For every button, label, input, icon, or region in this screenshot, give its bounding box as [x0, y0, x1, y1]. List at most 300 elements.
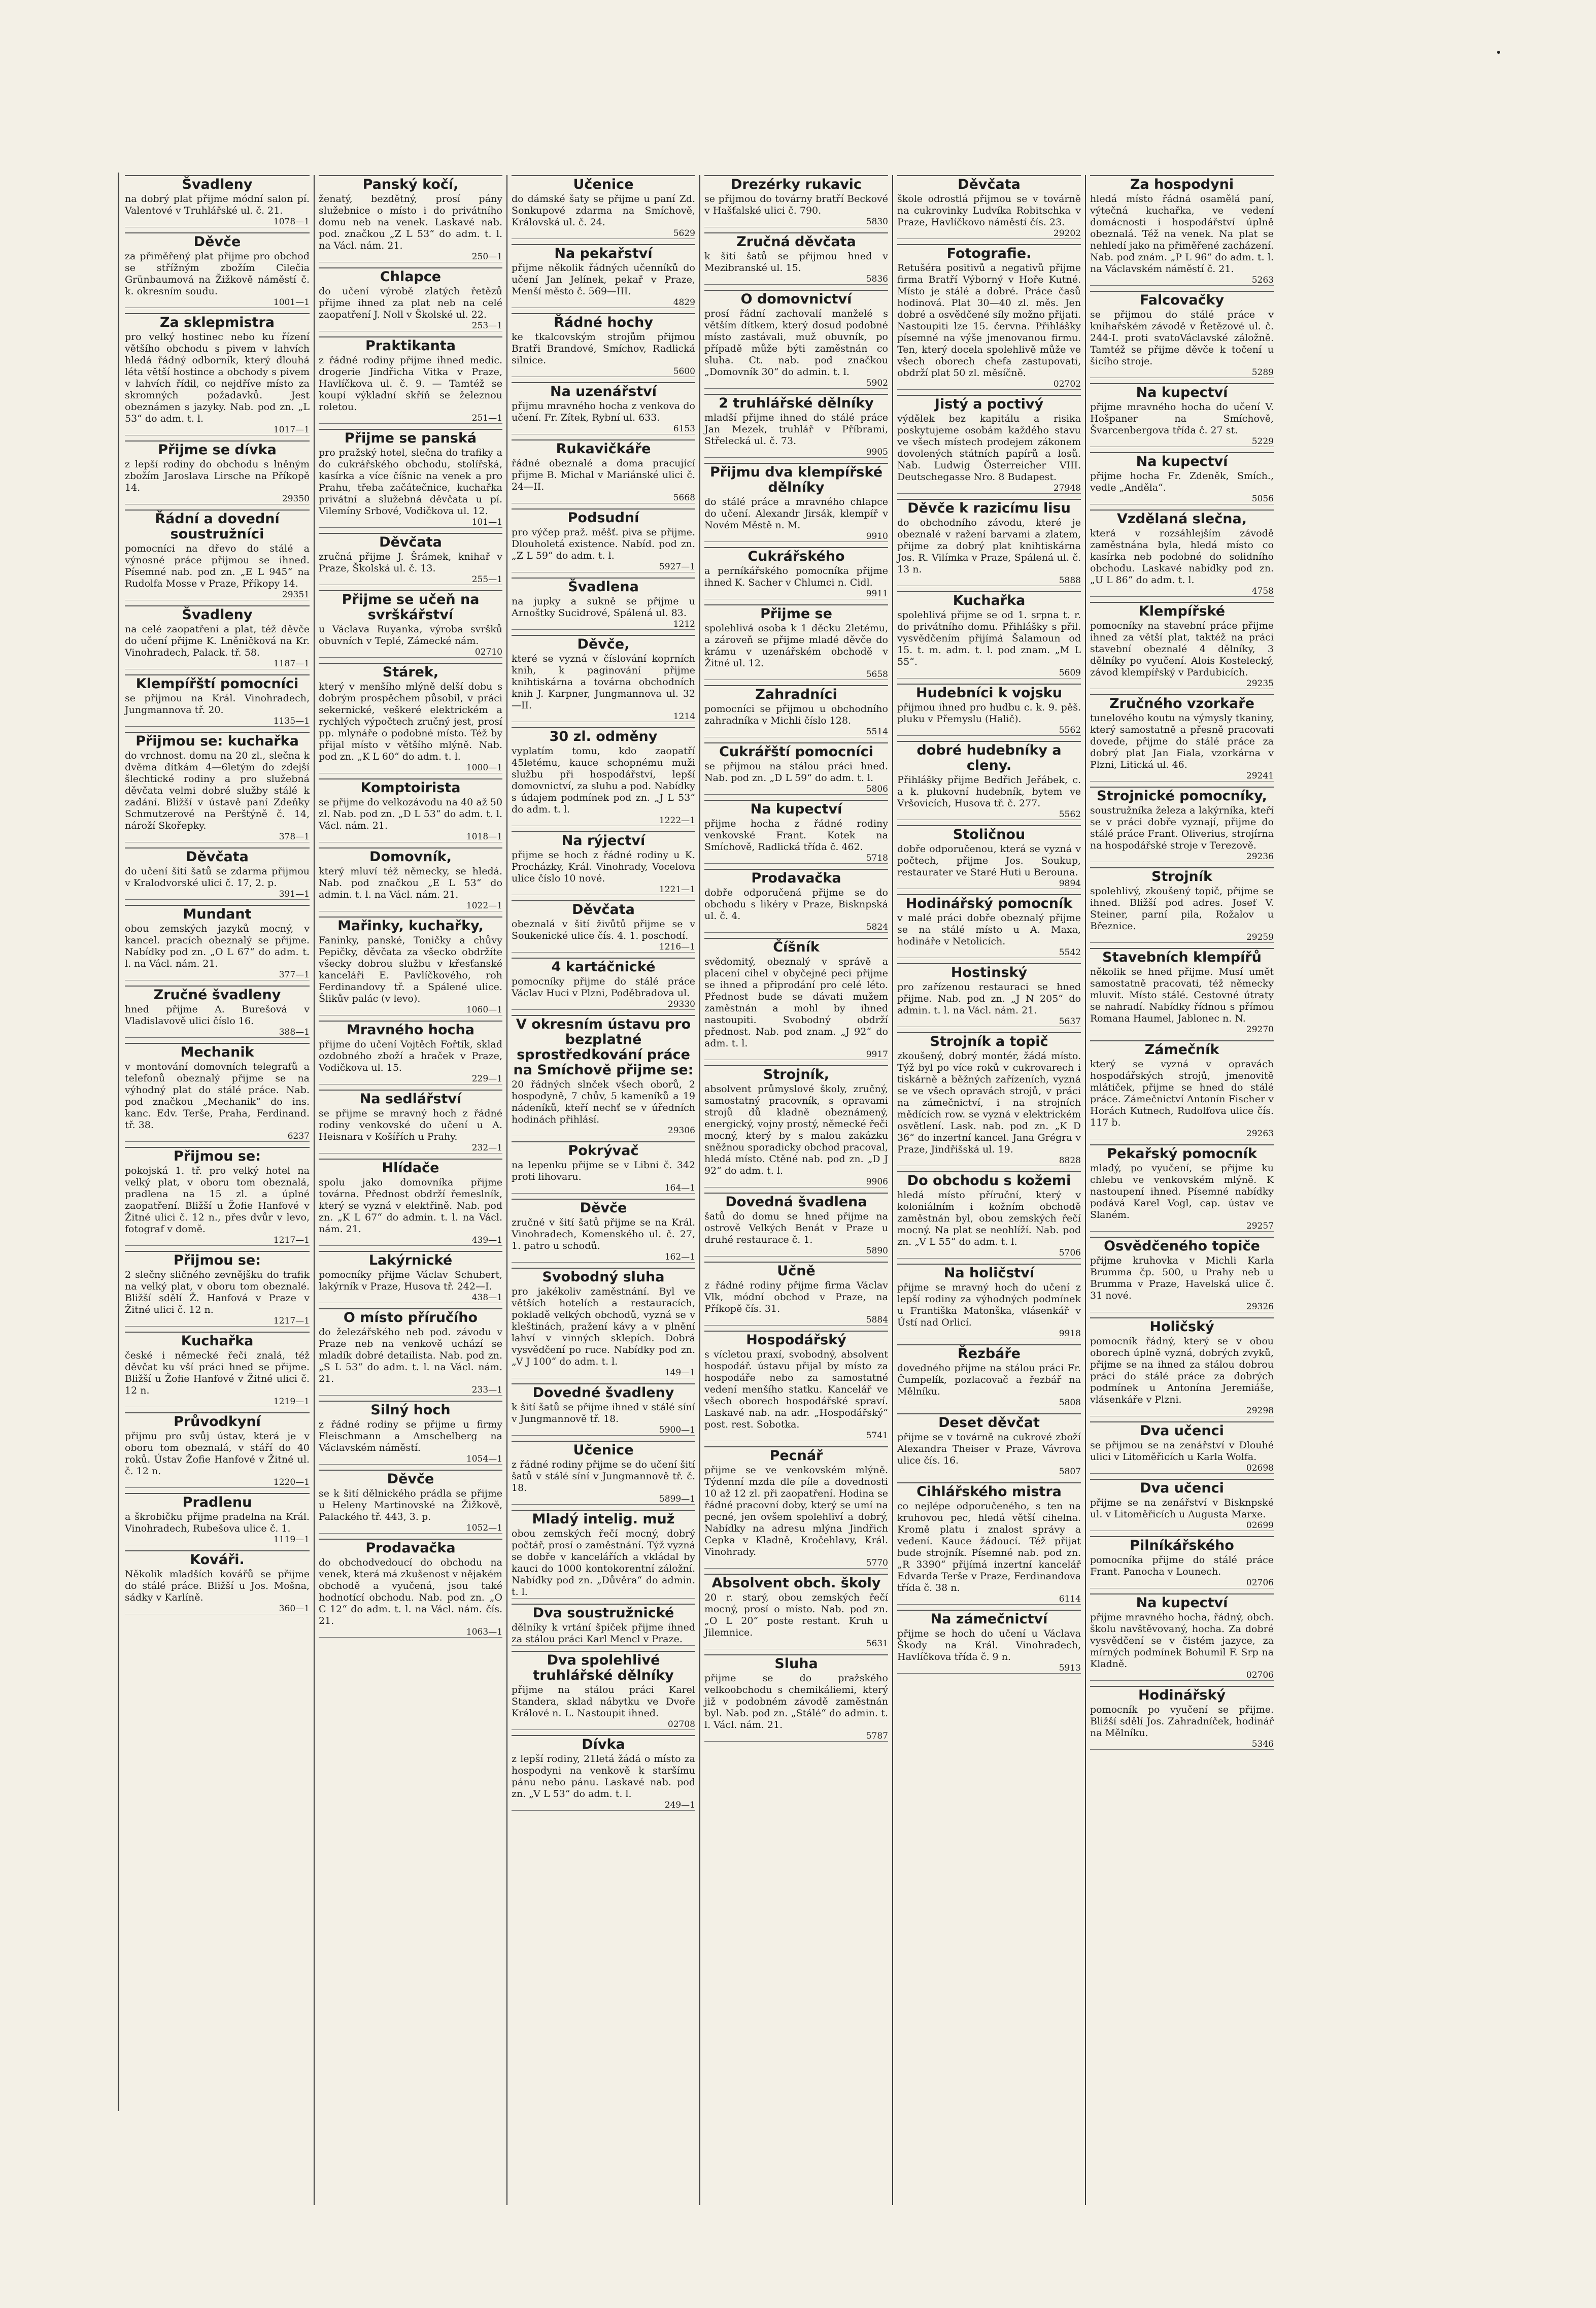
ad-reference-number: 27948 — [897, 483, 1081, 494]
ad-heading: O domovnictví — [704, 290, 888, 308]
classified-ad — [897, 894, 1081, 958]
ad-heading: Švadleny — [125, 175, 310, 193]
classified-ad — [125, 510, 310, 600]
classified-ad — [1090, 510, 1274, 597]
ad-reference-number: 4829 — [512, 297, 695, 308]
ad-reference-number: 251—1 — [319, 413, 502, 424]
ad-text: pro výčep praž. měšť. piva se přijme. Dlouholetá existence. Nabíd. pod zn. „Z L 59“ do adm. t. l. — [512, 527, 695, 561]
ad-heading: Mechanik — [125, 1043, 310, 1061]
ad-text: z řádné rodiny přijme se do učení šití šatů v stálé síní v Jungmannově tř. č. 18. — [512, 1459, 695, 1494]
column-1 — [121, 175, 314, 2205]
ad-reference-number: 9918 — [897, 1329, 1081, 1339]
ad-reference-number: 1217—1 — [125, 1316, 310, 1327]
ad-reference-number: 1000—1 — [319, 763, 502, 773]
classified-ad — [512, 1441, 695, 1505]
classified-ad — [1090, 175, 1274, 286]
ad-heading: Cihlářského mistra — [897, 1482, 1081, 1501]
classified-ad — [125, 1493, 310, 1545]
ad-reference-number: 6153 — [512, 424, 695, 434]
classified-ad — [1090, 694, 1274, 782]
ad-reference-number: 229—1 — [319, 1074, 502, 1084]
ad-heading: Prodavačka — [704, 869, 888, 887]
classified-ad — [512, 1604, 695, 1646]
column-6 — [1085, 175, 1278, 2205]
ad-heading: Na sedlářství — [319, 1090, 502, 1108]
ad-heading: Vzdělaná slečna, — [1090, 510, 1274, 528]
ad-reference-number: 29235 — [1090, 678, 1274, 689]
ad-text: z lepší rodiny do obchodu s lněným zbožím Jaroslava Lirsche na Příkopě 14. — [125, 459, 310, 493]
ad-heading: Na zámečnictví — [897, 1610, 1081, 1628]
ad-text: přijme se do pražského velkoobchodu s chemikáliemi, který již v podobném závodě zaměstnán byl. Nab. pod zn. „Stálé“ do admin. t. l. Václ. nám. 21. — [704, 1673, 888, 1730]
ad-heading: 4 kartáčnické — [512, 958, 695, 976]
ad-reference-number: 5927—1 — [512, 562, 695, 572]
ad-reference-number: 9894 — [897, 878, 1081, 889]
ad-heading: Průvodkyní — [125, 1412, 310, 1431]
ad-text: soustružníka železa a lakýrníka, kteří se v práci dobře vyznají, přijme do stálé práce Frant. Oliverius, strojírna na hospodářské stroje v Terezově. — [1090, 805, 1274, 851]
ad-heading: Kuchařka — [125, 1332, 310, 1350]
ad-reference-number: 5787 — [704, 1731, 888, 1742]
ad-reference-number: 4758 — [1090, 586, 1274, 597]
ad-text: do obchodního závodu, které je obeznalé v ražení barvami a zlatem, přijme za dobrý plat knihtiskárna Jos. R. Vilímka v Praze, Spálená ul. č. 13 n. — [897, 517, 1081, 575]
ad-reference-number: 1063—1 — [319, 1627, 502, 1638]
ad-text: pomocník řádný, který se v obou oborech úplně vyzná, dobrých zvyků, přijme se na ihned za stálou dobrou práci do stálé práce za dobrých podmínek u Antonína Jeremiáše, vlásenkáře v Plzni. — [1090, 1336, 1274, 1405]
ad-reference-number: 5899—1 — [512, 1494, 695, 1505]
ad-heading: Děvče, — [512, 635, 695, 653]
classified-ad — [1090, 948, 1274, 1035]
classified-ad — [897, 1171, 1081, 1259]
ad-text: na jupky a sukně se přijme u Arnoštky Sucidrové, Spálená ul. 83. — [512, 596, 695, 619]
ad-heading: Strojník a topič — [897, 1032, 1081, 1050]
ad-text: 20 řádných slnček všech oborů, 2 hospodyně, 7 chův, 5 kameníků a 19 nádeníků, kteří nechť se v úředních hodinách přihlásí. — [512, 1079, 695, 1125]
classified-ad — [1090, 1686, 1274, 1750]
classified-ad — [512, 831, 695, 895]
ad-reference-number: 9910 — [704, 531, 888, 542]
ad-text: přijmu mravného hocha z venkova do učení. Fr. Zítek, Rybní ul. 633. — [512, 400, 695, 423]
classified-ad — [1090, 1237, 1274, 1312]
classified-ad — [1090, 1421, 1274, 1474]
ad-heading: Prodavačka — [319, 1539, 502, 1557]
ad-text: přijme se na zenářství v Bisknpské ul. v Litoměřicích u Augusta Marxe. — [1090, 1497, 1274, 1520]
ad-heading: Děvče — [319, 1470, 502, 1488]
ad-text: v malé práci dobře obeznalý přijme se na stálé místo u A. Maxa, hodináře v Netolicích. — [897, 912, 1081, 947]
ad-text: přijme se hoch do učení u Václava Škody na Král. Vinohradech, Havlíčkova třída č. 9 n. — [897, 1628, 1081, 1662]
classified-ad — [125, 313, 310, 435]
ad-reference-number: 1216—1 — [512, 942, 695, 953]
ad-text: přijme se ve venkovském mlýně. Týdenní mzda dle píle a dovednosti 10 až 12 zl. při zaopatření. Hodina se řádné pracovní doby, který se umí na pecné, jen ovšem spolehliví a dobrý, Nabídky na adresu mlýna Jindřich Cepka v Kladně, Kročehlavy, Král. Vinohrady. — [704, 1465, 888, 1557]
ad-text: z lepší rodiny, 21letá žádá o místo za hospodyni na venkově k staršímu pánu nebo pánu. Laskavé nab. pod zn. „V L 53“ do adm. t. l. — [512, 1753, 695, 1800]
classified-ad — [125, 1147, 310, 1246]
classified-ad — [897, 591, 1081, 678]
classified-ad — [319, 917, 502, 1015]
ad-reference-number: 164—1 — [512, 1183, 695, 1194]
classified-ad — [1090, 1144, 1274, 1232]
ad-text: do vrchnost. domu na 20 zl., slečna k dvěma dítkám 4—6letým do zdejší šlechtické rodiny a pro služebná děvčata velmi dobré služby stálé k zadání. Bližší v ústavě paní Zdeňky Schmutzerové na Perštýně č. 14, nároží Skořepky. — [125, 750, 310, 831]
classified-ad — [319, 778, 502, 842]
ad-reference-number: 5806 — [704, 784, 888, 795]
ad-reference-number: 02699 — [1090, 1520, 1274, 1531]
classified-ad — [319, 1021, 502, 1084]
ad-reference-number: 5913 — [897, 1663, 1081, 1674]
classified-ad — [512, 508, 695, 572]
ad-reference-number: 1078—1 — [125, 217, 310, 227]
ad-heading: Osvědčeného topiče — [1090, 1237, 1274, 1255]
ad-heading: Deset děvčat — [897, 1413, 1081, 1432]
classified-ad — [125, 1412, 310, 1488]
ad-reference-number: 29236 — [1090, 852, 1274, 862]
ad-heading: Přijme se učeň na svrškářství — [319, 590, 502, 624]
classified-ad — [704, 175, 888, 227]
ad-reference-number: 9911 — [704, 589, 888, 599]
classified-ad — [125, 986, 310, 1038]
ad-text: spolehlivá osoba k 1 děcku 2letému, a zároveň se přijme mladé děvče do krámu v uzenářském obchodě v Žitné ul. 12. — [704, 623, 888, 669]
ad-text: spolehlivá přijme se od 1. srpna t. r. do privátního domu. Přihlášky s přil. vysvědčením přijímá Šalamoun od 15. t. m. adm. t. l. pod znam. „M L 55“. — [897, 609, 1081, 667]
classified-ad — [1090, 1479, 1274, 1531]
ad-heading: Cukrářského — [704, 547, 888, 565]
ad-heading: Mravného hocha — [319, 1021, 502, 1039]
ad-text: dobře odporučenou, která se vyzná v počtech, přijme Jos. Soukup, restaurater ve Staré Huti u Berouna. — [897, 843, 1081, 878]
ad-text: přijme kruhovka v Michli Karla Brumma čp. 500, u Prahy neb u Brumma v Praze, Havelská ulice č. 31 nové. — [1090, 1255, 1274, 1301]
ad-reference-number: 391—1 — [125, 889, 310, 900]
ad-reference-number: 162—1 — [512, 1252, 695, 1263]
ad-heading: Za hospodyni — [1090, 175, 1274, 193]
classified-ad — [704, 463, 888, 542]
ad-text: do železářského neb pod. závodu v Praze neb na venkově uchází se mladík dobré detailista. Nab. pod zn. „S L 53“ do adm. t. l. na Václ. nám. 21. — [319, 1327, 502, 1384]
classified-ad — [704, 1574, 888, 1649]
classified-ad — [125, 1043, 310, 1142]
ad-text: vyplatím tomu, kdo zaopatří 45letému, kauce schopnému muži službu při hospodářství, lepší domovnictví, za sluhu a pod. Nabídky s údajem podmínek pod zn. „J L 53“ do adm. t. l. — [512, 745, 695, 815]
ad-text: a škrobičku přijme pradelna na Král. Vinohradech, Rubešova ulice č. 1. — [125, 1511, 310, 1534]
column-2 — [314, 175, 506, 2205]
ad-reference-number: 5562 — [897, 809, 1081, 820]
ad-text: která v rozsáhlejším závodě zaměstnána byla, hledá místo co kasírka neb podobné do solidního obchodu. Laskavé nabídky pod zn. „U L 86“ do adm. t. l. — [1090, 528, 1274, 586]
ad-reference-number: 5902 — [704, 378, 888, 389]
ad-heading: Děvčata — [319, 533, 502, 551]
classified-ad — [1090, 787, 1274, 862]
ad-text: do stálé práce a mravného chlapce do učení. Alexandr Jirsák, klempíř v Novém Městě n. M. — [704, 496, 888, 531]
ad-reference-number: 29263 — [1090, 1129, 1274, 1139]
ad-heading: Fotografie. — [897, 244, 1081, 262]
classified-ad — [125, 605, 310, 669]
classified-ad — [512, 1199, 695, 1263]
ad-text: přijme na stálou práci Karel Standera, sklad nábytku ve Dvoře Králové n. L. Nastoupit ihned. — [512, 1684, 695, 1719]
ad-reference-number: 29351 — [125, 590, 310, 600]
classified-ad — [125, 732, 310, 842]
ad-heading: Učenice — [512, 175, 695, 193]
ad-text: přijme mravného hocha, řádný, obch. školu navštěvovaný, hocha. Za dobré vysvědčení se v čistém jazyce, za mírných podmínek Bohumil F. Srp na Kladně. — [1090, 1612, 1274, 1670]
ad-heading: Sluha — [704, 1654, 888, 1673]
classified-ad — [512, 958, 695, 1010]
ad-reference-number: 1001—1 — [125, 297, 310, 308]
ad-reference-number: 5629 — [512, 228, 695, 239]
classified-ad — [319, 1251, 502, 1303]
ad-heading: Číšník — [704, 938, 888, 956]
ad-heading: Pokrývač — [512, 1141, 695, 1160]
ad-reference-number: 1119—1 — [125, 1535, 310, 1545]
ad-heading: Rukavičkáře — [512, 439, 695, 458]
ad-heading: Přijme se panská — [319, 429, 502, 447]
ad-heading: Podsudní — [512, 508, 695, 527]
ad-text: k šití šatů se přijmou hned v Mezibranské ul. 15. — [704, 251, 888, 274]
ad-reference-number: 249—1 — [512, 1800, 695, 1811]
ad-reference-number: 5056 — [1090, 494, 1274, 504]
ad-text: pro velký hostinec nebo ku řízení většího obchodu s pivem v lahvích hledá řádný odborník, který dlouhá léta větší hostince a obchody s pivem v lahvích řídil, co nejdříve místo za skromných požadavků. Jest obeznámen s jazyky. Nab. pod zn. „L 53“ do adm. t. l. — [125, 331, 310, 424]
ad-reference-number: 1217—1 — [125, 1235, 310, 1246]
ad-text: hledá místo příruční, který v koloniálním i kožním obchodě zaměstnán byl, obou zemských řečí mocný. Na plat se neohlíží. Nab. pod zn. „V L 55“ do adm. t. l. — [897, 1190, 1081, 1247]
ad-reference-number: 377—1 — [125, 970, 310, 980]
ink-spot — [1497, 51, 1500, 54]
ad-text: tunelového koutu na výmysly tkaniny, který samostatně a přesně pracovati dovede, přijme do stálé práce za dobrý plat Jan Fiala, vzorkárna v Plzni, Litická ul. 46. — [1090, 712, 1274, 770]
classified-ad — [1090, 1536, 1274, 1588]
classified-ad — [704, 1262, 888, 1326]
ad-text: výdělek bez kapitálu a risika poskytujeme osobám každého stavu ve všech místech prodejem zákonem dovolených státních papírů a losů. Nab. Ludwig Österreicher VIII. Deutschegasse Nro. 8 Budapest. — [897, 413, 1081, 483]
ad-heading: Praktikanta — [319, 336, 502, 355]
classified-ad — [897, 395, 1081, 494]
ad-reference-number: 6237 — [125, 1131, 310, 1142]
ad-heading: Přijmou se: — [125, 1147, 310, 1165]
ad-reference-number — [512, 1598, 695, 1599]
ad-heading: Učenice — [512, 1441, 695, 1459]
ad-reference-number: 5346 — [1090, 1739, 1274, 1750]
ad-reference-number: 1135—1 — [125, 716, 310, 727]
ad-heading: Hostinský — [897, 963, 1081, 981]
column-4 — [699, 175, 892, 2205]
ad-heading: Dva spolehlivé truhlářské dělníky — [512, 1651, 695, 1684]
classified-ad — [512, 1268, 695, 1378]
ad-heading: Dovedné švadleny — [512, 1383, 695, 1402]
ad-text: pro jakékoliv zaměstnání. Byl ve větších hotelích a restauracích, pokladě velkých obchodů, vyzná se v kleštinách, pražení kávy a v plnění lahví v vinných sklepích. Dobrá vysvědčení po ruce. Nabídky pod zn. „V J 100“ do adm. t. l. — [512, 1286, 695, 1367]
ad-reference-number: 1221—1 — [512, 885, 695, 895]
classified-ad — [512, 1651, 695, 1730]
ad-reference-number: 29350 — [125, 494, 310, 504]
ad-text: Několik mladších kovářů se přijme do stálé práce. Bližší u Jos. Mošna, sádky v Karlíně. — [125, 1569, 310, 1603]
ad-reference-number: 29259 — [1090, 932, 1274, 943]
classified-ad — [125, 905, 310, 980]
ad-heading: Přijmou se: — [125, 1251, 310, 1269]
classified-ad — [512, 1015, 695, 1136]
ad-text: pomocníky na stavební práce přijme ihned za větší plat, taktéž na práci stavební obeznalé 4 dělníky, 3 dělníky po vyučení. Alois Kostelecký, závod klempířský v Pardubicích. — [1090, 620, 1274, 678]
ad-reference-number: 5770 — [704, 1558, 888, 1569]
classified-ad — [897, 963, 1081, 1027]
ad-reference-number: 1187—1 — [125, 659, 310, 669]
classified-ad — [319, 1539, 502, 1638]
ad-heading: Hlídače — [319, 1159, 502, 1177]
ad-text: pokojská 1. tř. pro velký hotel na velký plat, v oboru tom obeznalá, pradlena na 15 zl. a úplné zaopatření. Bližší u Žofie Hanfové v Žitné ulici č. 12 n., přes dvůr v levo, fotograf v domě. — [125, 1165, 310, 1235]
classified-ad — [512, 635, 695, 722]
ad-heading: Zručného vzorkaře — [1090, 694, 1274, 712]
classified-ad — [704, 869, 888, 933]
ad-reference-number: 02706 — [1090, 1670, 1274, 1681]
ad-heading: 30 zl. odměny — [512, 727, 695, 745]
ad-reference-number: 5609 — [897, 668, 1081, 678]
ad-text: šatů do domu se hned přijme na ostrově Velkých Benát v Praze u druhé restaurace č. 1. — [704, 1211, 888, 1245]
classified-ad — [897, 175, 1081, 239]
classified-ad — [1090, 383, 1274, 447]
ad-text: dělníky k vrtání špiček přijme ihned za stálou práci Karl Mencl v Praze. — [512, 1622, 695, 1645]
ad-reference-number: 5289 — [1090, 367, 1274, 378]
ad-text: obou zemských jazyků mocný, v kancel. pracích obeznalý se přijme. Nabídky pod zn. „O L 67“ do adm. t. l. na Václ. nám. 21. — [125, 923, 310, 969]
classified-ad — [897, 1610, 1081, 1674]
classified-ad — [319, 847, 502, 911]
ad-text: přijme do učení Vojtěch Fořtík, sklad ozdobného zboží a hraček v Praze, Vodičkova ul. 15. — [319, 1039, 502, 1073]
classified-ad — [897, 244, 1081, 390]
ad-text: přijme hocha Fr. Zdeněk, Smích., vedle „Anděla“. — [1090, 470, 1274, 493]
ad-reference-number: 29270 — [1090, 1025, 1274, 1035]
ad-text: u Václava Ruyanka, výroba svršků obuvních v Teplé, Zámecké nám. — [319, 624, 502, 647]
ad-heading: Lakýrnické — [319, 1251, 502, 1269]
column-3 — [506, 175, 699, 2205]
ad-text: svědomitý, obeznalý v správě a placení cihel v obyčejné peci přijme se ihned a připrodání pro celé léto. Přednost bude se dávati mužem zaměstnán a mohl by ihned nastoupiti. Svobodný obdrží přednost. Nab. pod znam. „J 92“ do adm. t. l. — [704, 956, 888, 1049]
classified-ad — [319, 1159, 502, 1246]
classified-ad — [704, 800, 888, 864]
classified-ad — [512, 244, 695, 308]
classified-ad — [125, 1251, 310, 1327]
classified-ad — [1090, 867, 1274, 943]
ad-heading: Zručné švadleny — [125, 986, 310, 1004]
classified-ad — [125, 232, 310, 308]
ad-reference-number: 1219—1 — [125, 1397, 310, 1407]
ad-heading: Řádné hochy — [512, 313, 695, 331]
ad-reference-number: 253—1 — [319, 321, 502, 331]
ad-heading: Do obchodu s kožemi — [897, 1171, 1081, 1190]
ad-text: pro pražský hotel, slečna do trafiky a do cukrářského obchodu, stolířská, kasírka a více číšnic na venek a pro Prahu, třeba začátečnice, kuchařka privátní a služebná děvčata u pí. Vilemíny Srbové, Vodičkova ul. 12. — [319, 447, 502, 517]
ad-reference-number: 5900—1 — [512, 1425, 695, 1436]
ad-reference-number: 29326 — [1090, 1302, 1274, 1312]
ad-text: pro zařízenou restauraci se hned přijme. Nab. pod zn. „J N 205“ do admin. t. l. na Václ. nám. 21. — [897, 981, 1081, 1016]
ad-heading: Na rýjectví — [512, 831, 695, 850]
ad-heading: Stárek, — [319, 663, 502, 681]
ad-text: pomocníci se přijmou u obchodního zahradníka v Michli číslo 128. — [704, 703, 888, 726]
ad-reference-number: 6114 — [897, 1594, 1081, 1605]
ad-reference-number: 149—1 — [512, 1368, 695, 1378]
ad-reference-number — [512, 1645, 695, 1646]
ad-reference-number: 5263 — [1090, 275, 1274, 286]
ad-heading: Dovedná švadlena — [704, 1193, 888, 1211]
ad-reference-number: 29257 — [1090, 1221, 1274, 1232]
classified-ad — [704, 604, 888, 680]
ad-reference-number: 1212 — [512, 619, 695, 630]
ad-text: škole odrostlá přijmou se v továrně na cukrovinky Ludvíka Robitschka v Praze, Havlíčkovo náměstí čís. 23. — [897, 193, 1081, 228]
ad-heading: Na kupectví — [1090, 452, 1274, 470]
ad-text: přijme se hoch z řádné rodiny u K. Procházky, Král. Vinohrady, Vocelova ulice číslo 10 nové. — [512, 850, 695, 884]
ad-heading: Přijmu dva klempířské dělníky — [704, 463, 888, 496]
ad-text: se k šití dělnického prádla se přijme u Heleny Martinovské na Žižkově, Palackého tř. 443, 3. p. — [319, 1488, 502, 1522]
ad-text: řádné obeznalé a doma pracující přijme B. Michal v Mariánské ulici č. 24—II. — [512, 458, 695, 492]
ad-reference-number: 9906 — [704, 1177, 888, 1187]
ad-text: 2 slečny sličného zevnějšku do trafik na velký plat, v oboru tom obeznalé. Bližší sdělí Ž. Hanfová v Praze v Žitné ulici č. 12 n. — [125, 1269, 310, 1315]
ad-heading: Strojnické pomocníky, — [1090, 787, 1274, 805]
ad-heading: 2 truhlářské dělníky — [704, 394, 888, 412]
ad-heading: Holičský — [1090, 1317, 1274, 1336]
ad-reference-number: 5706 — [897, 1248, 1081, 1259]
classified-ad — [125, 674, 310, 727]
classified-ad — [512, 382, 695, 434]
ad-text: přijmu pro svůj ústav, která je v oboru tom obeznalá, v stáří do 40 roků. Ústav Žofie Hanfové v Žitné ul. č. 12 n. — [125, 1431, 310, 1477]
ad-reference-number: 5807 — [897, 1467, 1081, 1477]
ad-text: z řádné rodiny přijme ihned medic. drogerie Jindřicha Vitka v Praze, Havlíčkova ul. č. 9. — Tamtéž se koupí výkladní skříň se železnou roletou. — [319, 355, 502, 413]
ad-heading: Řezbáře — [897, 1344, 1081, 1363]
classified-ad — [1090, 1040, 1274, 1139]
ad-heading: Silný hoch — [319, 1401, 502, 1419]
ad-text: který mluví též německy, se hledá. Nab. pod značkou „E L 53“ do admin. t. l. na Václ. nám. 21. — [319, 866, 502, 900]
ad-reference-number: 5836 — [704, 274, 888, 285]
ad-text: přijme se mravný hoch do učení z lepší rodiny za výhodných podmínek u Františka Matonška, vlásenkář v Ústí nad Orlicí. — [897, 1282, 1081, 1328]
ad-heading: Na pekařství — [512, 244, 695, 262]
ad-text: dobře odporučená přijme se do obchodu s likéry v Praze, Bisknpská ul. č. 4. — [704, 887, 888, 922]
classified-ad — [319, 1401, 502, 1465]
ad-text: obou zemských řečí mocný, dobrý počtář, prosí o zaměstnání. Týž vyzná se dobře v kancelářích a vkládal by kauci do 1000 kontokorentní záložní. Nabídky pod zn. „Důvěra“ do admin. t. l. — [512, 1528, 695, 1598]
ad-heading: Komptoirista — [319, 778, 502, 797]
ad-text: pomocník po vyučení se přijme. Bližší sdělí Jos. Zahradníček, hodinář na Mělníku. — [1090, 1704, 1274, 1739]
ad-heading: Falcovačky — [1090, 291, 1274, 309]
ad-text: hned přijme A. Burešová v Vladislavově ulici číslo 16. — [125, 1004, 310, 1027]
ad-heading: Panský kočí, — [319, 175, 502, 193]
classified-ad — [897, 1032, 1081, 1166]
ad-heading: Jistý a poctivý — [897, 395, 1081, 413]
ad-text: na celé zaopatření a plat, též děvče do učení přijme K. Lněničková na Kr. Vinohradech, Palack. tř. 58. — [125, 624, 310, 658]
ad-text: pomocníky přijme do stálé práce Václav Huci v Plzni, Poděbradova ul. — [512, 976, 695, 999]
ad-heading: Na holičství — [897, 1264, 1081, 1282]
classified-ad — [1090, 602, 1274, 689]
ad-text: a perníkářského pomocníka přijme ihned K. Sacher v Chlumci n. Cidl. — [704, 565, 888, 588]
ad-heading: V okresním ústavu pro bezplatné sprostředkování práce na Smíchově přijme se: — [512, 1015, 695, 1079]
classified-ad — [704, 1065, 888, 1187]
classified-ad — [512, 439, 695, 503]
ad-heading: Hodinářský pomocník — [897, 894, 1081, 912]
ad-reference-number: 360—1 — [125, 1604, 310, 1614]
ad-reference-number: 438—1 — [319, 1293, 502, 1303]
ad-reference-number: 5631 — [704, 1639, 888, 1649]
ad-heading: Dva soustružnické — [512, 1604, 695, 1622]
ad-heading: Absolvent obch. školy — [704, 1574, 888, 1592]
ad-text: do obchodvedoucí do obchodu na venek, která má zkušenost v nějakém obchodě a vyučená, jsou také hodnotící obchodu. Nab. pod zn. „O C 12“ do adm. t. l. na Václ. nám. čís. 21. — [319, 1557, 502, 1626]
ad-reference-number: 1222—1 — [512, 816, 695, 826]
ad-text: který se vyzná v opravách hospodářských strojů, jmenovitě mlátiček, přijme se hned do stálé práce. Zámečnictví Antonín Fischer v Horách Kutnech, Rudolfova ulice čís. 117 b. — [1090, 1059, 1274, 1128]
ad-reference-number: 1060—1 — [319, 1005, 502, 1015]
ad-heading: Klempířští pomocníci — [125, 674, 310, 693]
ad-heading: Stoličnou — [897, 825, 1081, 843]
ad-reference-number: 5229 — [1090, 436, 1274, 447]
ad-heading: Na kupectví — [704, 800, 888, 818]
ad-heading: Přijmou se: kuchařka — [125, 732, 310, 750]
ad-reference-number: 255—1 — [319, 574, 502, 585]
ad-text: přijme se v továrně na cukrové zboží Alexandra Theiser v Praze, Vávrova ulice čís. 16. — [897, 1432, 1081, 1466]
ad-heading: dobré hudebníky a cleny. — [897, 741, 1081, 774]
ad-text: 20 r. starý, obou zemských řečí mocný, prosí o místo. Nab. pod zn. „O L 20“ poste restant. Kruh u Jilemnice. — [704, 1592, 888, 1638]
ad-heading: Přijme se — [704, 604, 888, 623]
column-rule-left — [118, 173, 119, 2111]
ad-reference-number: 1054—1 — [319, 1454, 502, 1465]
ad-reference-number: 5637 — [897, 1016, 1081, 1027]
ad-reference-number: 1214 — [512, 711, 695, 722]
ad-text: mladý, po vyučení, se přijme ku chlebu ve venkovském mlýně. K nastoupení ihned. Písemné nabídky podává Karel Vogl, cap. ústav ve Slaném. — [1090, 1163, 1274, 1220]
ad-heading: Pekařský pomocník — [1090, 1144, 1274, 1163]
ad-reference-number: 232—1 — [319, 1143, 502, 1153]
ad-reference-number: 9905 — [704, 447, 888, 458]
ad-text: zkoušený, dobrý montér, žádá místo. Týž byl po více roků v cukrovarech i tiskárně a běžných zařízeních, vyzná se ve všech opravách strojů, v práci na zámečnictví, i na strojních mědících row. se vyzná v elektrickém osvětlení. Lask. nab. pod zn. „K D 36“ do inzertní kancel. Jana Grégra v Praze, Jindřišská ul. 19. — [897, 1050, 1081, 1155]
ad-heading: Na kupectví — [1090, 383, 1274, 401]
ad-heading: Zámečník — [1090, 1040, 1274, 1059]
ad-heading: Pradlenu — [125, 1493, 310, 1511]
ad-text: se přijmou do továrny bratří Beckové v Hašťalské ulici č. 790. — [704, 193, 888, 216]
ad-text: se přijme do velkozávodu na 40 až 50 zl. Nab. pod zn. „D L 53“ do adm. t. l. Václ. nám. 21. — [319, 797, 502, 831]
ad-text: ke tkalcovským strojům přijmou Bratři Brandové, Smíchov, Radlická silnice. — [512, 331, 695, 366]
classified-ad — [512, 727, 695, 826]
ad-reference-number: 5514 — [704, 727, 888, 737]
ad-reference-number: 439—1 — [319, 1235, 502, 1246]
classified-ad — [319, 429, 502, 528]
ad-reference-number: 1052—1 — [319, 1523, 502, 1534]
classified-ad — [319, 267, 502, 331]
